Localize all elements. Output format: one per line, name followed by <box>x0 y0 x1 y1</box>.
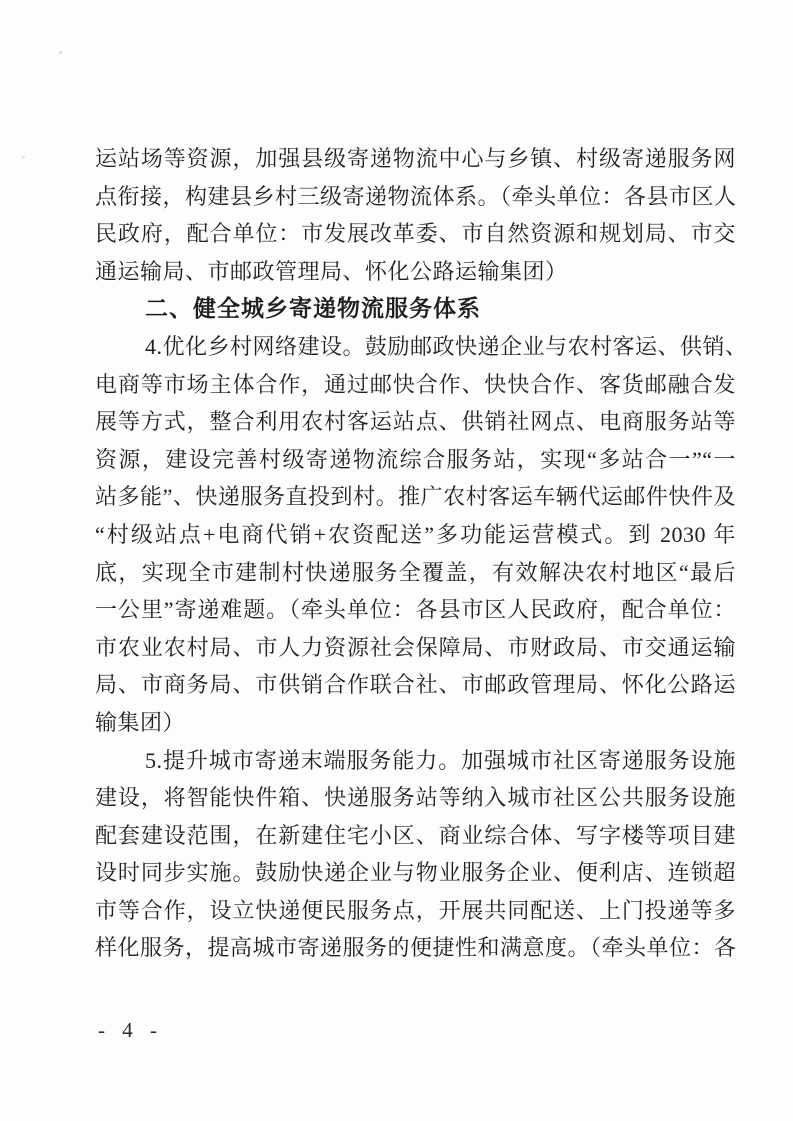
scan-speck <box>22 156 25 158</box>
section-heading: 二、健全城乡寄递物流服务体系 <box>145 295 481 322</box>
text-line: 展等方式，整合利用农村客运站点、供销社网点、电商服务站等 <box>95 409 736 435</box>
paragraph-continuation <box>95 140 736 290</box>
paragraph-item-5 <box>95 742 736 968</box>
text-line: 点衔接，构建县乡村三级寄递物流体系。（牵头单位：各县市区人 <box>95 183 737 209</box>
document-body <box>95 140 748 967</box>
text-line: 底，实现全市建制村快递服务全覆盖，有效解决农村地区“最后 <box>95 559 736 585</box>
page-number: - 4 - <box>98 1018 163 1042</box>
text-line: 样化服务，提高城市寄递服务的便捷性和满意度。（牵头单位：各 <box>95 935 737 961</box>
text-line: 市等合作，设立快递便民服务点，开展共同配送、上门投递等多 <box>95 897 736 923</box>
text-line: 建设，将智能快件箱、快递服务站等纳入城市社区公共服务设施 <box>95 785 736 811</box>
text-line: 设时同步实施。鼓励快递企业与物业服务企业、便利店、连锁超 <box>95 860 736 886</box>
text-line: “村级站点+电商代销+农资配送”多功能运营模式。到 2030 年 <box>95 521 736 547</box>
text-line: 5.提升城市寄递末端服务能力。加强城市社区寄递服务设施 <box>145 747 736 773</box>
text-line: 资源，建设完善村级寄递物流综合服务站，实现“多站合一”“一 <box>95 446 736 472</box>
text-line: 4.优化乡村网络建设。鼓励邮政快递企业与农村客运、供销、 <box>145 333 748 359</box>
text-line: 站多能”、快递服务直投到村。推广农村客运车辆代运邮件快件及 <box>95 484 736 510</box>
text-line: 民政府，配合单位：市发展改革委、市自然资源和规划局、市交 <box>95 221 736 247</box>
text-line: 输集团） <box>95 709 186 735</box>
text-line: 运站场等资源，加强县级寄递物流中心与乡镇、村级寄递服务网 <box>95 146 736 171</box>
text-line: 局、市商务局、市供销合作联合社、市邮政管理局、怀化公路运 <box>95 672 736 698</box>
paragraph-item-4 <box>95 328 748 742</box>
text-line: 市农业农村局、市人力资源社会保障局、市财政局、市交通运输 <box>95 634 736 660</box>
scan-speck <box>59 51 62 54</box>
text-line: 通运输局、市邮政管理局、怀化公路运输集团） <box>95 258 568 284</box>
text-line: 电商等市场主体合作，通过邮快合作、快快合作、客货邮融合发 <box>95 371 736 397</box>
text-line: 配套建设范围，在新建住宅小区、商业综合体、写字楼等项目建 <box>95 822 736 848</box>
text-line: 一公里”寄递难题。（牵头单位：各县市区人民政府，配合单位： <box>95 597 736 623</box>
